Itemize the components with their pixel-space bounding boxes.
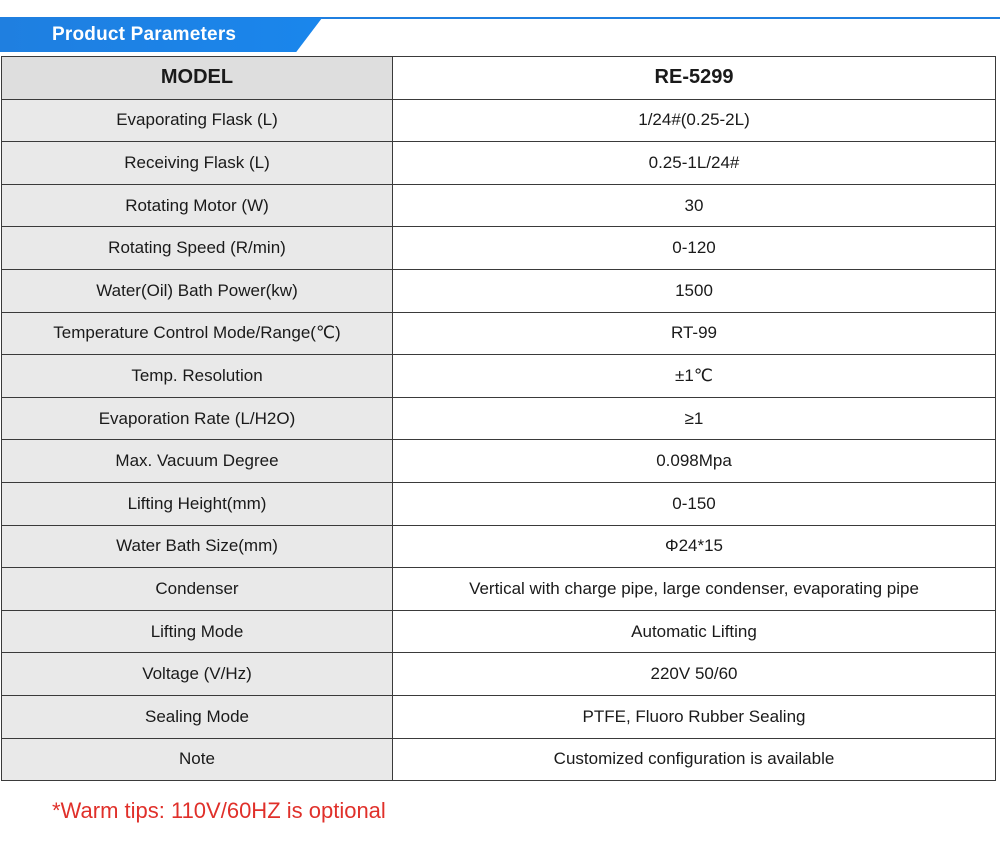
- parameter-value-cell: Customized configuration is available: [393, 738, 996, 781]
- parameter-label-cell: Temperature Control Mode/Range(℃): [2, 312, 393, 355]
- table-row: [2, 184, 996, 227]
- parameter-label-cell: Note: [2, 738, 393, 781]
- table-row: [2, 482, 996, 525]
- parameter-value-cell: 1500: [393, 269, 996, 312]
- parameter-value-cell: 1/24#(0.25-2L): [393, 99, 996, 142]
- parameter-value-cell: RT-99: [393, 312, 996, 355]
- table-row: [2, 227, 996, 270]
- parameter-value-cell: Φ24*15: [393, 525, 996, 568]
- parameter-label-cell: Receiving Flask (L): [2, 142, 393, 185]
- parameter-label-cell: Water Bath Size(mm): [2, 525, 393, 568]
- table-row: [2, 610, 996, 653]
- parameter-label-cell: Lifting Height(mm): [2, 482, 393, 525]
- parameter-value-cell: 0-120: [393, 227, 996, 270]
- table-header-row: [2, 57, 996, 100]
- parameter-value-cell: 30: [393, 184, 996, 227]
- table-row: [2, 355, 996, 398]
- parameter-label-cell: Rotating Motor (W): [2, 184, 393, 227]
- parameter-label-cell: Water(Oil) Bath Power(kw): [2, 269, 393, 312]
- parameter-value-cell: Automatic Lifting: [393, 610, 996, 653]
- parameter-label-cell: Max. Vacuum Degree: [2, 440, 393, 483]
- table-row: [2, 695, 996, 738]
- table-row: [2, 269, 996, 312]
- parameter-label-cell: Sealing Mode: [2, 695, 393, 738]
- model-label-cell: MODEL: [2, 57, 393, 100]
- parameter-value-cell: ≥1: [393, 397, 996, 440]
- parameter-value-cell: 0.25-1L/24#: [393, 142, 996, 185]
- parameter-value-cell: ±1℃: [393, 355, 996, 398]
- section-header: [0, 0, 1000, 52]
- model-value-cell: RE-5299: [393, 57, 996, 100]
- parameter-value-cell: PTFE, Fluoro Rubber Sealing: [393, 695, 996, 738]
- parameter-value-cell: 220V 50/60: [393, 653, 996, 696]
- parameter-label-cell: Rotating Speed (R/min): [2, 227, 393, 270]
- warm-tip-note: *Warm tips: 110V/60HZ is optional: [52, 798, 386, 823]
- parameter-label-cell: Voltage (V/Hz): [2, 653, 393, 696]
- table-row: [2, 440, 996, 483]
- table-row: [2, 525, 996, 568]
- table-row: [2, 653, 996, 696]
- parameter-label-cell: Lifting Mode: [2, 610, 393, 653]
- parameter-value-cell: Vertical with charge pipe, large condenser, evaporating pipe: [393, 568, 996, 611]
- parameter-label-cell: Temp. Resolution: [2, 355, 393, 398]
- section-title: Product Parameters: [52, 24, 237, 45]
- table-row: [2, 312, 996, 355]
- table-row: [2, 738, 996, 781]
- table-row: [2, 397, 996, 440]
- parameter-label-cell: Evaporation Rate (L/H2O): [2, 397, 393, 440]
- parameter-value-cell: 0-150: [393, 482, 996, 525]
- parameter-value-cell: 0.098Mpa: [393, 440, 996, 483]
- table-row: [2, 568, 996, 611]
- product-parameters-table: [1, 56, 996, 781]
- table-row: [2, 142, 996, 185]
- table-row: [2, 99, 996, 142]
- parameter-label-cell: Evaporating Flask (L): [2, 99, 393, 142]
- parameter-label-cell: Condenser: [2, 568, 393, 611]
